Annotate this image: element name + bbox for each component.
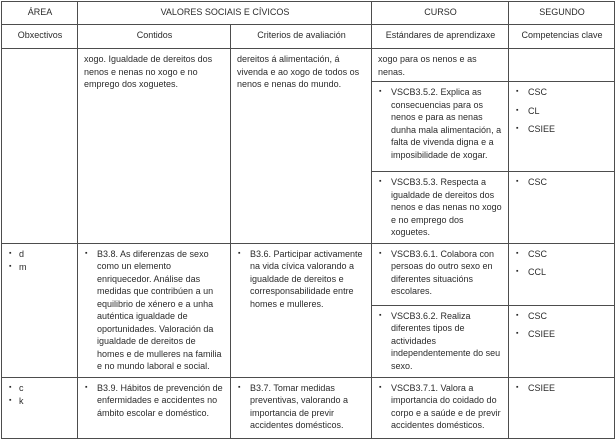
header-row-2: [2, 25, 615, 49]
competencia-item: ▪ CL: [515, 105, 609, 118]
header-segundo: SEGUNDO: [509, 2, 615, 25]
cell-criterios: [231, 243, 372, 377]
cell-competencias: [509, 82, 615, 172]
contidos-text: ▪ B3.8. As diferenzas de sexo como un elemento enriquecedor. Análise das medidas que contribúen a un equilibrio de xénero e a unha auténtica igualdade de oportunidades. Valoración da igualdade de dereitos de homes e de mulleres na familia e no mundo laboral e social.: [84, 248, 225, 373]
header-estandares: Estándares de aprendizaxe: [372, 25, 509, 49]
estandar-text: ▪ VSCB3.7.1. Valora a importancia do coidado do corpo e a saúde e de previr accidentes domésticos.: [378, 382, 503, 432]
contidos-text: ▪ B3.9. Hábitos de prevención de enfermidades e accidentes no ámbito escolar e doméstico.: [84, 382, 225, 420]
header-contidos: Contidos: [78, 25, 231, 49]
table-row: [2, 49, 615, 82]
competencia-item: ▪ CSC: [515, 176, 609, 189]
header-row-1: [2, 2, 615, 25]
cell-competencias: [509, 377, 615, 438]
competencia-item: ▪ CSC: [515, 248, 609, 261]
contidos-text: xogo. Igualdade de dereitos dos nenos e nenas no xogo e no emprego dos xoguetes.: [84, 54, 213, 89]
obxectivo-item: ▪ m: [8, 261, 72, 274]
obxectivo-item: ▪ k: [8, 395, 72, 408]
cell-competencias: [509, 305, 615, 377]
cell-contidos: [78, 49, 231, 244]
cell-estandar: [372, 172, 509, 244]
competencia-item: ▪ CSIEE: [515, 382, 609, 395]
cell-estandar: [372, 49, 509, 82]
criterios-text: ▪ B3.7. Tomar medidas preventivas, valorando a importancia de previr accidentes domésticos.: [237, 382, 366, 432]
estandar-text: ▪ VSCB3.5.2. Explica as consecuencias para os nenos e para as nenas dunha mala alimentación, a falta de vivenda digna e a imposibilidade de xogar.: [378, 86, 503, 161]
curriculum-table: [1, 1, 615, 439]
cell-competencias: [509, 172, 615, 244]
estandar-text: ▪ VSCB3.6.1. Colabora con persoas do outro sexo en diferentes situacións escolares.: [378, 248, 503, 298]
cell-competencias: [509, 49, 615, 82]
competencia-item: ▪ CSC: [515, 310, 609, 323]
obxectivo-item: ▪ c: [8, 382, 72, 395]
cell-obxectivos: [2, 377, 78, 438]
cell-obxectivos: [2, 49, 78, 244]
estandar-text: ▪ VSCB3.6.2. Realiza diferentes tipos de actividades independentemente do seu sexo.: [378, 310, 503, 373]
header-obxectivos: Obxectivos: [2, 25, 78, 49]
cell-estandar: [372, 82, 509, 172]
cell-estandar: [372, 243, 509, 305]
cell-competencias: [509, 243, 615, 305]
table-row: [2, 377, 615, 438]
header-curso: CURSO: [372, 2, 509, 25]
competencia-item: ▪ CCL: [515, 266, 609, 279]
header-competencias: Competencias clave: [509, 25, 615, 49]
header-area: ÁREA: [2, 2, 78, 25]
competencia-item: ▪ CSC: [515, 86, 609, 99]
criterios-text: ▪ B3.6. Participar activamente na vida cívica valorando a igualdade de dereitos e corresponsabilidade entre homes e mulleres.: [237, 248, 366, 311]
estandar-text: xogo para os nenos e as nenas.: [378, 54, 477, 77]
competencia-item: ▪ CSIEE: [515, 123, 609, 136]
header-criterios: Criterios de avaliación: [231, 25, 372, 49]
cell-criterios: [231, 377, 372, 438]
cell-contidos: [78, 243, 231, 377]
cell-contidos: [78, 377, 231, 438]
header-valores: VALORES SOCIAIS E CÍVICOS: [78, 2, 372, 25]
cell-estandar: [372, 377, 509, 438]
estandar-text: ▪ VSCB3.5.3. Respecta a igualdade de dereitos dos nenos e das nenas no xogo e no emprego dos xoguetes.: [378, 176, 503, 239]
criterios-text: dereitos á alimentación, á vivenda e ao xogo de todos os nenos e nenas do mundo.: [237, 54, 360, 89]
competencia-item: ▪ CSIEE: [515, 328, 609, 341]
obxectivo-item: ▪ d: [8, 248, 72, 261]
cell-criterios: [231, 49, 372, 244]
cell-estandar: [372, 305, 509, 377]
table-row: [2, 243, 615, 305]
cell-obxectivos: [2, 243, 78, 377]
